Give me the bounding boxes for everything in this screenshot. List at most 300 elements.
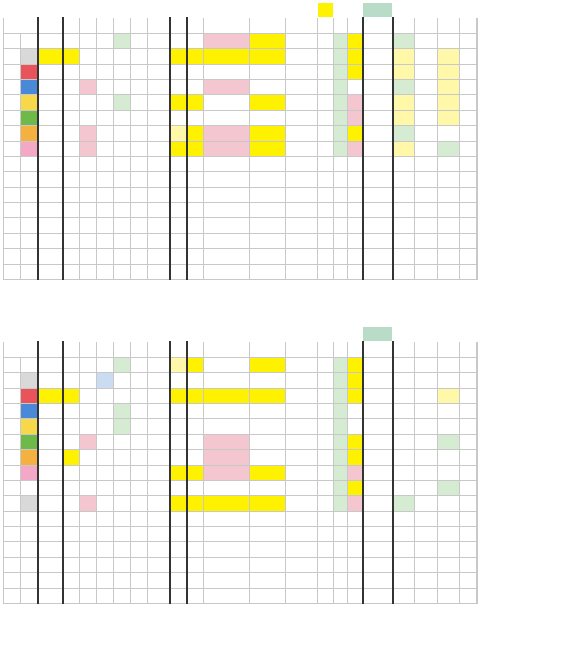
distance bbox=[363, 141, 393, 156]
arrow bbox=[131, 465, 148, 480]
race-table-2 bbox=[3, 326, 478, 604]
cell bbox=[393, 573, 415, 588]
col-header bbox=[318, 342, 334, 357]
col-header bbox=[187, 342, 204, 357]
cell bbox=[97, 264, 114, 279]
ability-grade bbox=[38, 126, 63, 141]
cell bbox=[148, 511, 170, 526]
distance bbox=[363, 573, 393, 588]
corner bbox=[4, 342, 38, 357]
distance bbox=[363, 496, 393, 511]
cell bbox=[80, 557, 97, 572]
col-header bbox=[348, 18, 363, 33]
cell bbox=[286, 249, 318, 264]
k-percent bbox=[393, 465, 415, 480]
cell bbox=[187, 203, 204, 218]
n-value bbox=[187, 357, 204, 372]
kai-2 bbox=[460, 373, 477, 388]
gate-number bbox=[21, 64, 38, 79]
cell bbox=[131, 233, 148, 248]
cell bbox=[250, 264, 286, 279]
mark[interactable] bbox=[170, 126, 187, 141]
col-a bbox=[63, 357, 80, 372]
cell bbox=[393, 542, 415, 557]
mark[interactable] bbox=[170, 388, 187, 403]
running-style bbox=[148, 49, 170, 64]
p-percent bbox=[438, 480, 460, 495]
mark bbox=[170, 187, 187, 202]
ability-grade bbox=[38, 450, 63, 465]
gate-number bbox=[21, 187, 38, 202]
ability-grade bbox=[38, 434, 63, 449]
cell bbox=[131, 187, 148, 202]
cell bbox=[393, 527, 415, 542]
cell bbox=[286, 187, 318, 202]
mark[interactable] bbox=[170, 141, 187, 156]
cell bbox=[438, 557, 460, 572]
k-percent bbox=[393, 403, 415, 418]
cell bbox=[393, 156, 415, 171]
table-row bbox=[4, 218, 478, 233]
col-header bbox=[204, 342, 250, 357]
kai-2 bbox=[460, 357, 477, 372]
col-a bbox=[63, 480, 80, 495]
cell bbox=[415, 588, 438, 603]
col-b bbox=[80, 403, 97, 418]
ability-grade bbox=[38, 588, 63, 603]
p-percent bbox=[438, 357, 460, 372]
mark[interactable] bbox=[170, 357, 187, 372]
arrow bbox=[131, 496, 148, 511]
cell bbox=[286, 542, 318, 557]
cell bbox=[334, 573, 348, 588]
finish bbox=[348, 95, 363, 110]
prev-grade bbox=[204, 373, 250, 388]
cell bbox=[97, 557, 114, 572]
distance bbox=[363, 49, 393, 64]
mark[interactable] bbox=[170, 110, 187, 125]
cell bbox=[286, 557, 318, 572]
col-c bbox=[97, 79, 114, 94]
cell bbox=[460, 588, 477, 603]
jockey-stats bbox=[318, 126, 334, 141]
k-percent bbox=[393, 95, 415, 110]
row-number bbox=[4, 403, 21, 418]
yami bbox=[477, 373, 478, 388]
gate-number bbox=[21, 373, 38, 388]
mark bbox=[170, 527, 187, 542]
gate-number bbox=[21, 403, 38, 418]
cell bbox=[148, 172, 170, 187]
ability-grade bbox=[38, 573, 63, 588]
running-style bbox=[148, 450, 170, 465]
cell bbox=[187, 218, 204, 233]
n-value bbox=[187, 141, 204, 156]
cell bbox=[131, 264, 148, 279]
col-d bbox=[114, 388, 131, 403]
gate-number bbox=[21, 511, 38, 526]
col-header bbox=[348, 342, 363, 357]
venue bbox=[4, 3, 38, 18]
cell bbox=[415, 249, 438, 264]
kari-odds bbox=[250, 419, 286, 434]
p-percent bbox=[438, 49, 460, 64]
race-number bbox=[148, 3, 187, 18]
cell bbox=[63, 527, 80, 542]
ability-grade bbox=[38, 403, 63, 418]
jockey-stats bbox=[318, 434, 334, 449]
gate-number bbox=[21, 419, 38, 434]
cell bbox=[80, 588, 97, 603]
cell bbox=[286, 218, 318, 233]
gate-number bbox=[21, 542, 38, 557]
distance bbox=[363, 79, 393, 94]
n-value bbox=[187, 64, 204, 79]
mark[interactable] bbox=[170, 480, 187, 495]
table-row bbox=[4, 527, 478, 542]
mark[interactable] bbox=[170, 373, 187, 388]
row-number bbox=[4, 542, 21, 557]
mark[interactable] bbox=[170, 465, 187, 480]
top-value-2 bbox=[286, 3, 318, 18]
move bbox=[286, 49, 318, 64]
race-date bbox=[38, 327, 114, 342]
current-jockey bbox=[334, 480, 348, 495]
cell bbox=[286, 172, 318, 187]
mark bbox=[170, 233, 187, 248]
cell bbox=[477, 218, 478, 233]
cell bbox=[438, 511, 460, 526]
kari-odds bbox=[250, 388, 286, 403]
mark[interactable] bbox=[170, 33, 187, 48]
cell bbox=[460, 527, 477, 542]
cell bbox=[148, 187, 170, 202]
move bbox=[286, 388, 318, 403]
k-percent bbox=[393, 450, 415, 465]
mark[interactable] bbox=[170, 496, 187, 511]
cell bbox=[393, 557, 415, 572]
distance bbox=[363, 126, 393, 141]
arrow bbox=[131, 110, 148, 125]
row-number bbox=[4, 450, 21, 465]
kai-1 bbox=[415, 110, 438, 125]
kai-1 bbox=[415, 357, 438, 372]
cell bbox=[318, 588, 334, 603]
arrow bbox=[131, 419, 148, 434]
row-number bbox=[4, 264, 21, 279]
gate-number bbox=[21, 203, 38, 218]
col-a bbox=[63, 49, 80, 64]
running-style bbox=[148, 419, 170, 434]
cell bbox=[415, 218, 438, 233]
col-c bbox=[97, 419, 114, 434]
p-percent bbox=[438, 141, 460, 156]
col-a bbox=[63, 496, 80, 511]
col-c bbox=[97, 450, 114, 465]
cell bbox=[250, 233, 286, 248]
cell bbox=[80, 156, 97, 171]
finish bbox=[348, 33, 363, 48]
cell bbox=[438, 187, 460, 202]
cell bbox=[334, 156, 348, 171]
mark[interactable] bbox=[170, 434, 187, 449]
col-header bbox=[131, 342, 148, 357]
gate-number bbox=[21, 480, 38, 495]
running-style bbox=[148, 465, 170, 480]
ability-grade bbox=[38, 172, 63, 187]
cell bbox=[415, 264, 438, 279]
distance bbox=[363, 264, 393, 279]
kari-odds bbox=[250, 450, 286, 465]
p-percent bbox=[438, 450, 460, 465]
prev-grade bbox=[204, 480, 250, 495]
cell bbox=[348, 511, 363, 526]
top-value-3 bbox=[318, 3, 334, 18]
row-number bbox=[4, 79, 21, 94]
gate-number bbox=[21, 79, 38, 94]
cell bbox=[334, 527, 348, 542]
cell bbox=[286, 527, 318, 542]
col-b bbox=[80, 434, 97, 449]
table-row bbox=[4, 496, 478, 511]
cell bbox=[334, 557, 348, 572]
ability-grade bbox=[38, 187, 63, 202]
cell bbox=[148, 264, 170, 279]
yami bbox=[477, 33, 478, 48]
kai-1 bbox=[415, 434, 438, 449]
col-header bbox=[460, 342, 477, 357]
kai-2 bbox=[460, 49, 477, 64]
cell bbox=[204, 203, 250, 218]
cell bbox=[318, 218, 334, 233]
blank bbox=[334, 327, 363, 342]
cell bbox=[438, 156, 460, 171]
prev-grade bbox=[204, 33, 250, 48]
p-percent bbox=[438, 388, 460, 403]
p-percent bbox=[438, 33, 460, 48]
row-number bbox=[4, 388, 21, 403]
cell bbox=[393, 233, 415, 248]
prev-grade bbox=[204, 95, 250, 110]
distance bbox=[363, 388, 393, 403]
col-header bbox=[170, 18, 187, 33]
cell bbox=[393, 218, 415, 233]
mark[interactable] bbox=[170, 419, 187, 434]
cell bbox=[63, 249, 80, 264]
finish bbox=[348, 480, 363, 495]
finish bbox=[348, 79, 363, 94]
running-style bbox=[148, 373, 170, 388]
gate-number bbox=[21, 49, 38, 64]
distance bbox=[363, 33, 393, 48]
kari-odds bbox=[250, 49, 286, 64]
row-number bbox=[4, 95, 21, 110]
arrow bbox=[131, 126, 148, 141]
prev-grade bbox=[204, 388, 250, 403]
current-jockey bbox=[334, 64, 348, 79]
cell bbox=[204, 233, 250, 248]
col-b bbox=[80, 465, 97, 480]
cell bbox=[477, 542, 478, 557]
col-b bbox=[80, 49, 97, 64]
kari-odds bbox=[250, 110, 286, 125]
cell bbox=[348, 249, 363, 264]
arrow bbox=[131, 450, 148, 465]
col-d bbox=[114, 95, 131, 110]
cell bbox=[477, 172, 478, 187]
race-date bbox=[38, 3, 114, 18]
cell bbox=[348, 187, 363, 202]
kai-2 bbox=[460, 496, 477, 511]
cell bbox=[97, 527, 114, 542]
cell bbox=[114, 573, 131, 588]
cell bbox=[148, 573, 170, 588]
col-header bbox=[148, 342, 170, 357]
distance bbox=[363, 218, 393, 233]
col-header bbox=[114, 342, 131, 357]
cell bbox=[187, 172, 204, 187]
col-d bbox=[114, 110, 131, 125]
finish bbox=[348, 419, 363, 434]
col-header bbox=[148, 18, 170, 33]
finish bbox=[348, 388, 363, 403]
finish bbox=[348, 450, 363, 465]
col-b bbox=[80, 450, 97, 465]
current-jockey bbox=[334, 79, 348, 94]
yami bbox=[477, 450, 478, 465]
ability-grade bbox=[38, 542, 63, 557]
gate-number bbox=[21, 156, 38, 171]
distance bbox=[363, 480, 393, 495]
ability-grade bbox=[38, 110, 63, 125]
cell bbox=[204, 557, 250, 572]
k-percent bbox=[393, 388, 415, 403]
table-row bbox=[4, 357, 478, 372]
kai-1 bbox=[415, 64, 438, 79]
ability-grade bbox=[38, 496, 63, 511]
jockey-stats bbox=[318, 79, 334, 94]
blank bbox=[187, 327, 250, 342]
kari-odds bbox=[250, 95, 286, 110]
cell bbox=[477, 233, 478, 248]
row-number bbox=[4, 357, 21, 372]
col-header bbox=[131, 18, 148, 33]
cell bbox=[250, 542, 286, 557]
cell bbox=[148, 249, 170, 264]
cell bbox=[348, 233, 363, 248]
n-value bbox=[187, 95, 204, 110]
table-row bbox=[4, 249, 478, 264]
kai-2 bbox=[460, 419, 477, 434]
col-d bbox=[114, 373, 131, 388]
yami bbox=[477, 403, 478, 418]
mark[interactable] bbox=[170, 450, 187, 465]
col-a bbox=[63, 110, 80, 125]
jockey-stats bbox=[318, 64, 334, 79]
col-a bbox=[63, 141, 80, 156]
cell bbox=[148, 233, 170, 248]
jockey-stats bbox=[318, 419, 334, 434]
cell bbox=[131, 249, 148, 264]
mark[interactable] bbox=[170, 79, 187, 94]
row-number bbox=[4, 511, 21, 526]
cell bbox=[187, 249, 204, 264]
move bbox=[286, 126, 318, 141]
ability-grade bbox=[38, 218, 63, 233]
col-d bbox=[114, 465, 131, 480]
top-value-3 bbox=[318, 327, 334, 342]
distance bbox=[363, 233, 393, 248]
current-jockey bbox=[334, 388, 348, 403]
col-b bbox=[80, 33, 97, 48]
cell bbox=[97, 511, 114, 526]
col-d bbox=[114, 403, 131, 418]
kari-odds bbox=[250, 357, 286, 372]
mark[interactable] bbox=[170, 403, 187, 418]
table-row bbox=[4, 264, 478, 279]
distance bbox=[363, 203, 393, 218]
finish bbox=[348, 434, 363, 449]
mark[interactable] bbox=[170, 95, 187, 110]
cell bbox=[438, 203, 460, 218]
gate-number bbox=[21, 388, 38, 403]
cell bbox=[63, 156, 80, 171]
cell bbox=[393, 187, 415, 202]
cell bbox=[348, 557, 363, 572]
table-row bbox=[4, 33, 478, 48]
row-number bbox=[4, 233, 21, 248]
cell bbox=[187, 588, 204, 603]
cell bbox=[438, 527, 460, 542]
kai-1 bbox=[415, 496, 438, 511]
gate-number bbox=[21, 249, 38, 264]
cell bbox=[250, 172, 286, 187]
cell bbox=[148, 203, 170, 218]
running-style bbox=[148, 496, 170, 511]
row-number bbox=[4, 373, 21, 388]
finish bbox=[348, 64, 363, 79]
col-d bbox=[114, 357, 131, 372]
cell bbox=[63, 264, 80, 279]
cell bbox=[348, 264, 363, 279]
arrow bbox=[131, 49, 148, 64]
ability-grade bbox=[38, 49, 63, 64]
cell bbox=[63, 511, 80, 526]
prev-grade bbox=[204, 419, 250, 434]
table-row bbox=[4, 79, 478, 94]
mark[interactable] bbox=[170, 49, 187, 64]
running-style bbox=[148, 110, 170, 125]
kai-1 bbox=[415, 403, 438, 418]
cell bbox=[250, 187, 286, 202]
ability-grade bbox=[38, 141, 63, 156]
cell bbox=[187, 573, 204, 588]
kai-1 bbox=[415, 465, 438, 480]
move bbox=[286, 33, 318, 48]
k-percent bbox=[393, 79, 415, 94]
col-c bbox=[97, 373, 114, 388]
kai-2 bbox=[460, 64, 477, 79]
move bbox=[286, 357, 318, 372]
cell bbox=[393, 264, 415, 279]
n-value bbox=[187, 434, 204, 449]
arrow bbox=[131, 434, 148, 449]
cell bbox=[348, 203, 363, 218]
distance bbox=[363, 249, 393, 264]
p-percent bbox=[438, 126, 460, 141]
mark[interactable] bbox=[170, 64, 187, 79]
jockey-stats bbox=[318, 373, 334, 388]
